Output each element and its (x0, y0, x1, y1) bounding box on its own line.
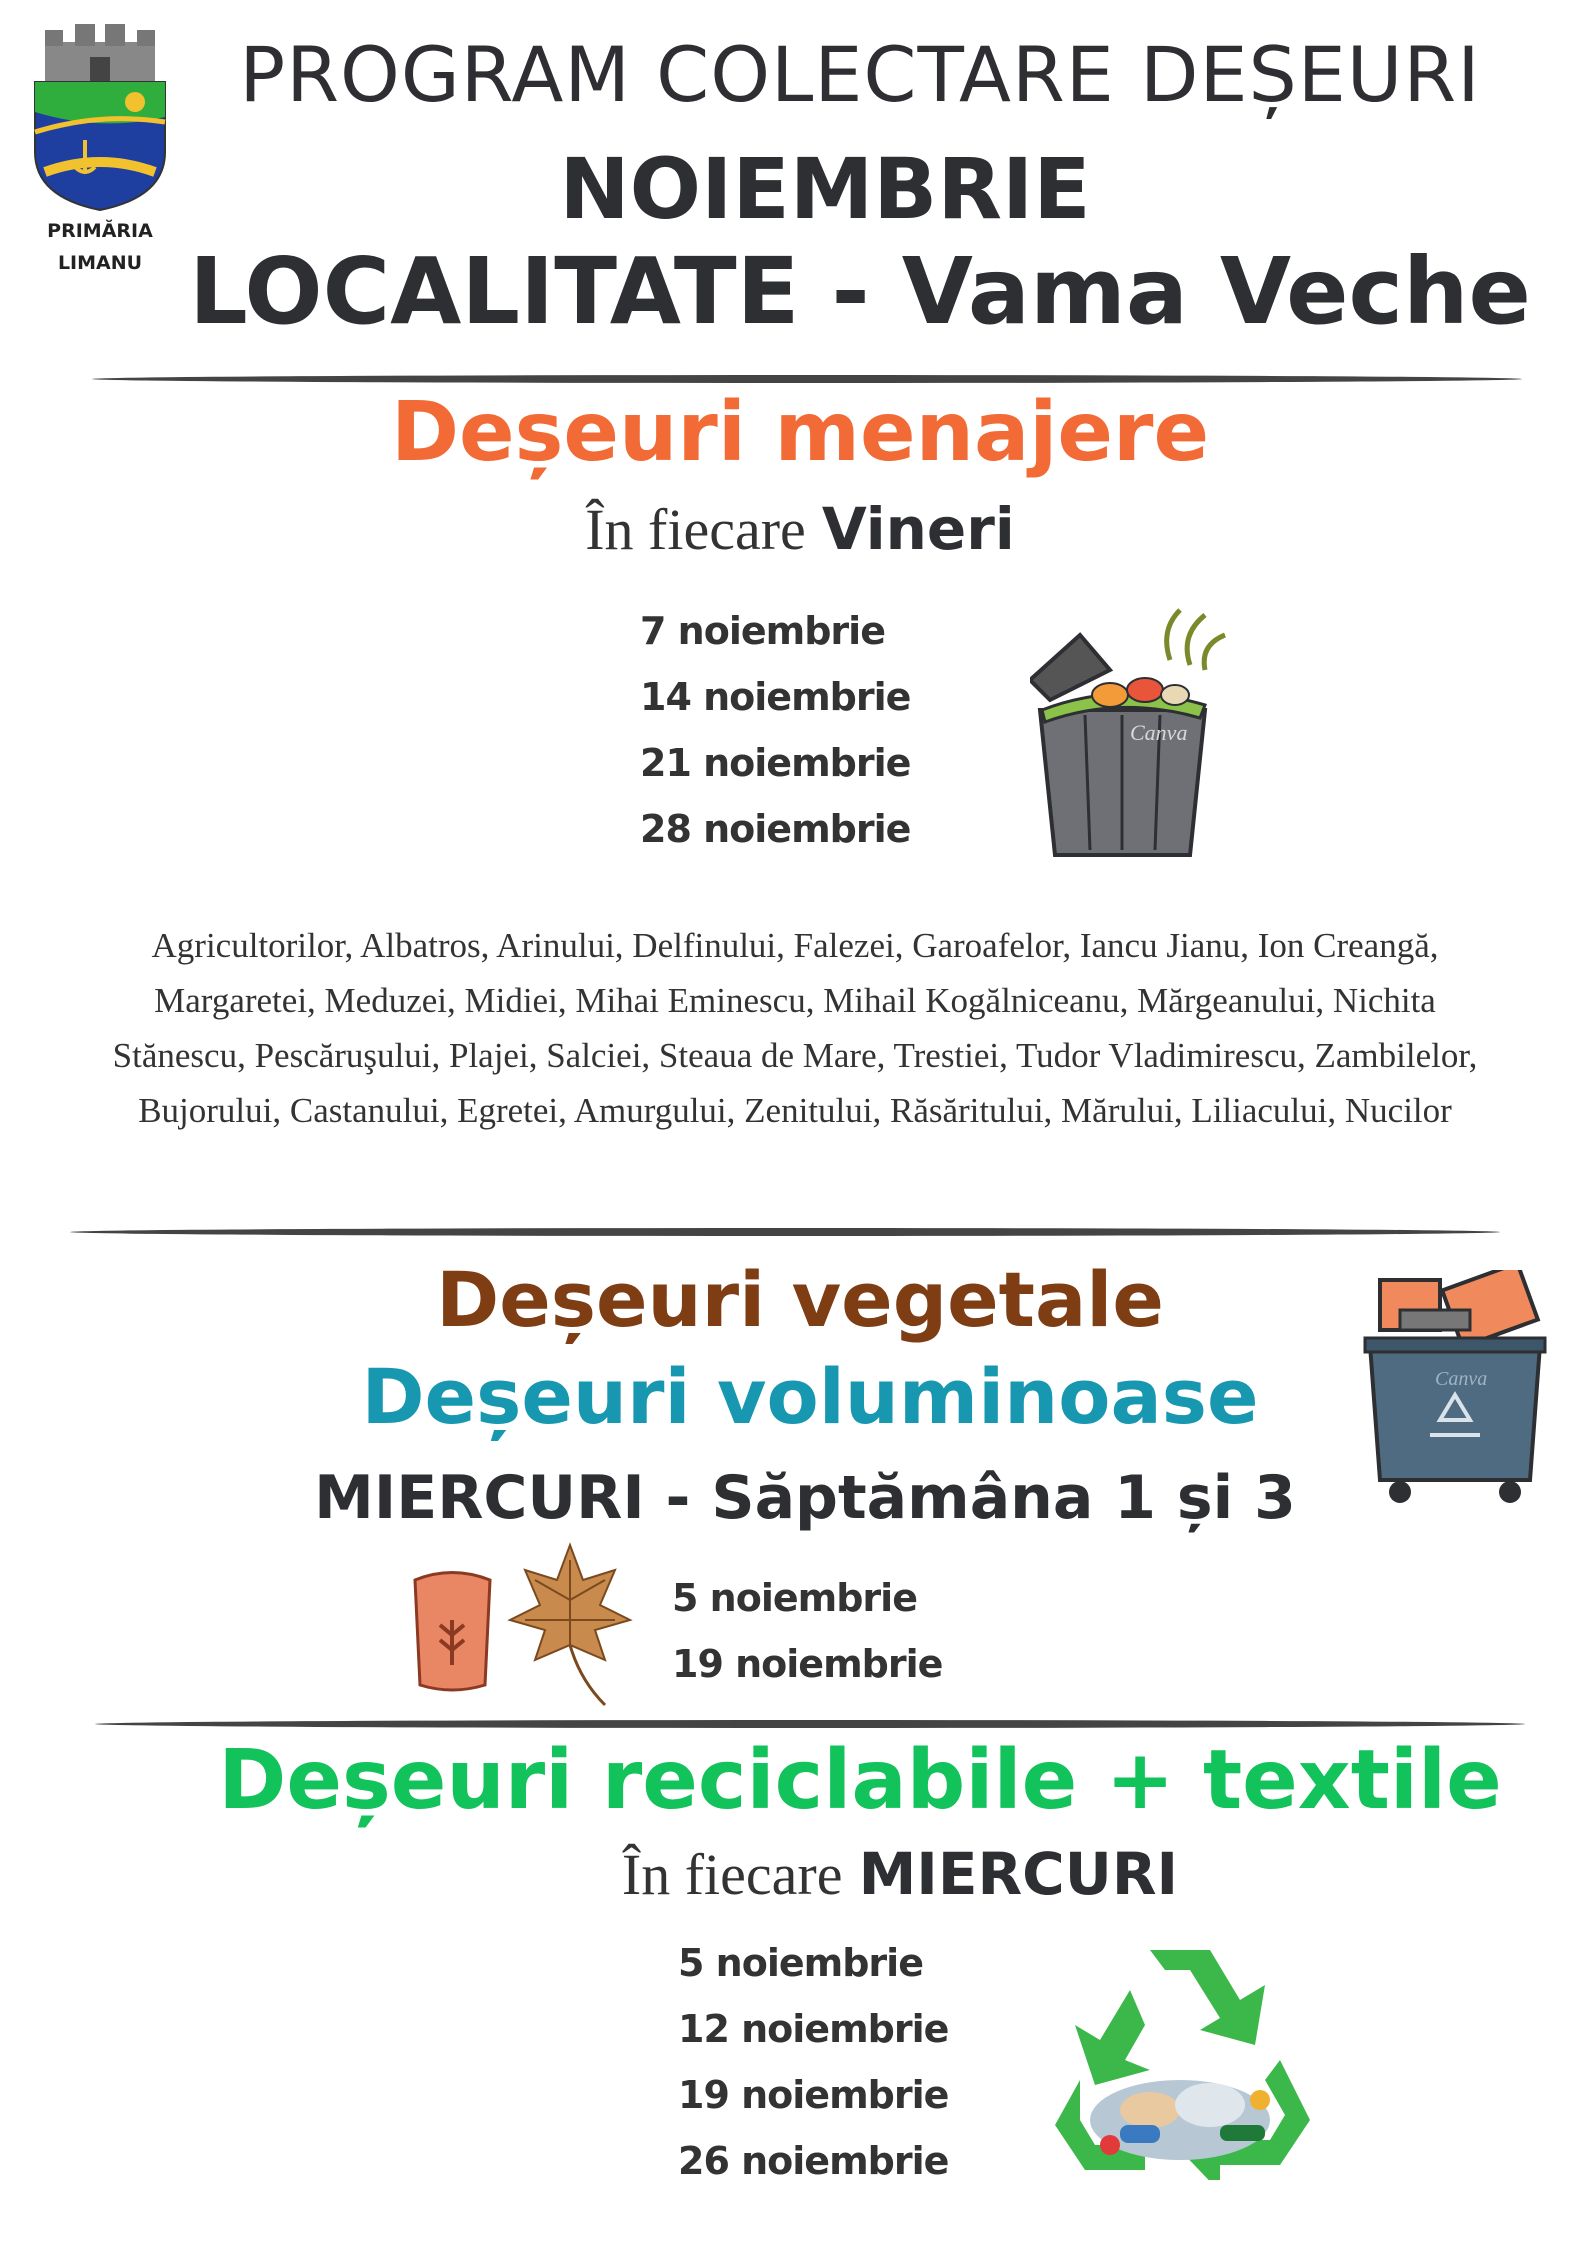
divider (92, 375, 1522, 383)
reciclabile-title: Deșeuri reciclabile + textile (218, 1733, 1502, 1828)
list-item: 19 noiembrie (672, 1642, 943, 1686)
locality-title: LOCALITATE - Vama Veche (189, 238, 1531, 345)
street-list: Agricultorilor, Albatros, Arinului, Delfinului, Falezei, Garoafelor, Iancu Jianu, Ion Creangă, Margaretei, Meduzei, Midiei, Mihai Eminescu, Mihail Kogălniceanu, Mărgeanului, Nichita Stănescu, Pescăruşului, Plajei, Salciei, Steaua de Mare, Trestiei, Tudor Vladimirescu, Zambilelor, Bujorului, Castanului, Egretei, Amurgului, Zenitului, Răsăritului, Mărului, Liliacului, Nucilor (112, 926, 1478, 1130)
list-item: 19 noiembrie (678, 2073, 949, 2117)
crest-label (20, 215, 180, 279)
voluminoase-title: Deșeuri voluminoase (361, 1352, 1259, 1441)
menajere-schedule (400, 495, 1200, 563)
list-item: 28 noiembrie (640, 807, 911, 851)
crest-label-line2: LIMANU (57, 252, 143, 274)
menajere-date-list (640, 598, 910, 862)
list-item: 5 noiembrie (678, 1941, 923, 1985)
page-title: PROGRAM COLECTARE DEȘEURI (239, 30, 1481, 119)
list-item: 26 noiembrie (678, 2139, 949, 2183)
menajere-title: Deșeuri menajere (390, 385, 1210, 480)
list-item: 5 noiembrie (672, 1576, 917, 1620)
vegetale-date-list (672, 1565, 942, 1697)
reciclabile-schedule-day: MIERCURI (858, 1840, 1179, 1908)
container-watermark: Canva (1435, 1368, 1488, 1390)
maple-leaf-icon (505, 1540, 635, 1710)
reciclabile-date-list (678, 1930, 948, 2194)
limanu-coat-of-arms-icon (30, 22, 170, 212)
vegetale-title: Deșeuri vegetale (436, 1255, 1164, 1344)
divider (95, 1720, 1525, 1728)
bulky-waste-container-icon (1360, 1270, 1550, 1510)
reciclabile-schedule-prefix: În fiecare (621, 1842, 843, 1907)
vegetale-schedule: MIERCURI - Săptămâna 1 și 3 (314, 1463, 1296, 1533)
reciclabile-schedule (400, 1840, 1400, 1908)
list-item: 7 noiembrie (640, 609, 885, 653)
leaf-bag-icon (405, 1565, 500, 1695)
divider (70, 1228, 1500, 1236)
list-item: 21 noiembrie (640, 741, 911, 785)
trash-bin-icon (1030, 600, 1250, 870)
list-item: 14 noiembrie (640, 675, 911, 719)
menajere-schedule-day: Vineri (821, 495, 1015, 563)
month-title: NOIEMBRIE (559, 140, 1091, 238)
list-item: 12 noiembrie (678, 2007, 949, 2051)
trash-bin-watermark: Canva (1130, 720, 1188, 745)
recycle-symbol-icon (1040, 1930, 1320, 2180)
crest-label-line1: PRIMĂRIA (47, 220, 153, 242)
menajere-schedule-prefix: În fiecare (585, 497, 806, 562)
